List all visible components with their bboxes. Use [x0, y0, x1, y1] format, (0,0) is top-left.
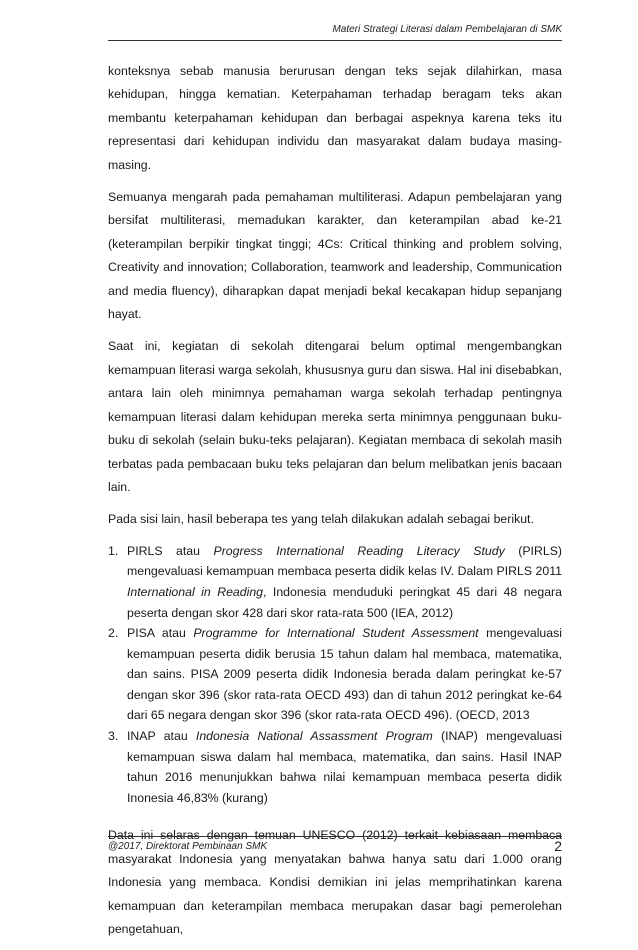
paragraph: Data ini selaras dengan temuan UNESCO (2012) terkait kebiasaan membaca masyarakat Indonesia yang menyatakan bahwa hanya satu dari 1.000 orang Indonesia yang membaca. Kondisi demikian ini jelas memprihatinkan karena kemampuan dan keterampilan membaca merupakan dasar bagi pemerolehan pengetahuan, [108, 828, 562, 937]
paragraph: Pada sisi lain, hasil beberapa tes yang telah dilakukan adalah sebagai berikut. [108, 512, 534, 527]
paragraph: Saat ini, kegiatan di sekolah ditengarai belum optimal mengembangkan kemampuan literasi warga sekolah, khususnya guru dan siswa. Hal ini disebabkan, antara lain oleh minimnya pemahaman warga sekolah terhadap pentingnya kemampuan literasi dalam kehidupan mereka serta minimnya penggunaan buku-buku di sekolah (selain buku-teks pelajaran). Kegiatan membaca di sekolah masih terbatas pada pembacaan buku teks pelajaran dan belum melibatkan jenis bacaan lain. [108, 339, 562, 494]
footer-copyright: @2017, Direktorat Pembinaan SMK [108, 841, 268, 852]
list-item: 2. PISA atau Programme for International Student Assessment mengevaluasi kemampuan peserta didik berusia 15 tahun dalam hal membaca, matematika, dan sains. PISA 2009 peserta didik Indonesia berada dalam peringkat ke-57 dengan skor 396 (skor rata-rata OECD 493) dan di tahun 2012 peringkat ke-64 dari 65 negara dengan skor 396 (skor rata-rata OECD 496). (OECD, 2013 [108, 623, 562, 726]
list-number: 1. [108, 543, 119, 558]
list-number: 3. [108, 729, 119, 744]
list-item: 1. PIRLS atau Progress International Reading Literacy Study (PIRLS) mengevaluasi kemampuan membaca peserta didik kelas IV. Dalam PIRLS 2011 International in Reading, Indonesia menduduki peringkat 45 dari 48 negara peserta dengan skor 428 dari skor rata-rata 500 (IEA, 2012) [108, 541, 562, 623]
page-number: 2 [554, 838, 562, 854]
running-header: Materi Strategi Literasi dalam Pembelajaran di SMK [332, 24, 562, 35]
page-body [108, 60, 562, 950]
list-number: 2. [108, 626, 119, 641]
paragraph: Semuanya mengarah pada pemahaman multiliterasi. Adapun pembelajaran yang bersifat multiliterasi, memadukan karakter, dan keterampilan abad ke-21 (keterampilan berpikir tingkat tinggi; 4Cs: Critical thinking and problem solving, Creativity and innovation; Collaboration, teamwork and leadership, Communication and media fluency), diharapkan dapat menjadi bekal kecakapan hidup sepanjang hayat. [108, 190, 562, 322]
footer-divider [108, 836, 562, 837]
list-item: 3. INAP atau Indonesia National Assassment Program (INAP) mengevaluasi kemampuan siswa dalam hal membaca, matematika, dan sains. Hasil INAP tahun 2016 menunjukkan bahwa nilai kemampuan membaca peserta didik Inonesia 46,83% (kurang) [108, 726, 562, 808]
paragraph: konteksnya sebab manusia berurusan dengan teks sejak dilahirkan, masa kehidupan, hingga kematian. Keterpahaman terhadap beragam teks akan membantu keterpahaman kehidupan dan berbagai aspeknya karena teks itu representasi dari kehidupan individu dan masyarakat dalam budaya masing-masing. [108, 64, 562, 172]
header-divider [108, 40, 562, 41]
test-results-list [108, 541, 562, 809]
